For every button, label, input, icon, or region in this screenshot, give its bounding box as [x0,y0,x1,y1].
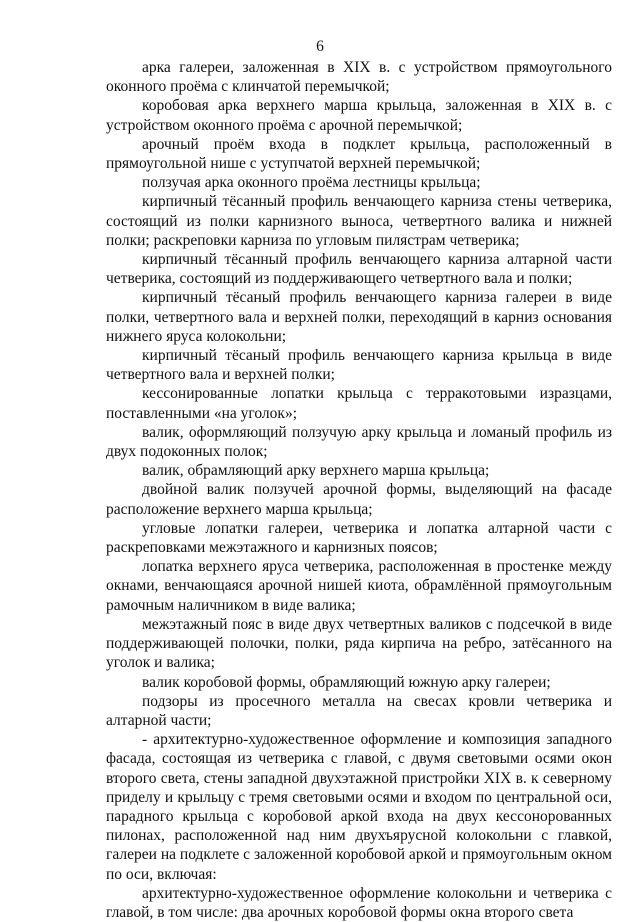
paragraph: архитектурно-художественное оформление колокольни и четверика с главой, в том числе: два арочных коробовой формы окна второго света [106,884,612,921]
paragraph: кирпичный тёсанный профиль венчающего карниза стены четверика, состоящий из полки карнизного выноса, четвертного валика и нижней полки; раскреповки карниза по угловым пилястрам четверика; [106,193,612,249]
paragraph: подзоры из просечного металла на свесах кровли четверика и алтарной части; [106,692,612,729]
paragraph: - архитектурно-художественное оформление и композиция западного фасада, состоящая из четверика с главой, с двумя световыми осями окон второго света, стены западной двухэтажной пристройки XIX в. к северному приделу и крыльцу с тремя световыми осями и входом по центральной оси, парадного крыльца с коробовой аркой входа на двух кессонорованных пилонах, расположенной над ним двухъярусной колокольни с главкой, галереи на подклете с заложенной коробовой аркой и прямоугольным окном по оси, включая: [106,731,612,883]
paragraph: кирпичный тёсанный профиль венчающего карниза алтарной части четверика, состоящий из поддерживающего четвертного вала и полки; [106,251,612,288]
paragraph: угловые лопатки галереи, четверика и лопатка алтарной части с раскреповками межэтажного и карнизных поясов; [106,519,612,557]
paragraph: кессонированные лопатки крыльца с терракотовыми изразцами, поставленными «на уголок»; [106,385,612,422]
paragraph: арка галереи, заложенная в XIX в. с устройством прямоугольного оконного проёма с клинчатой перемычкой; [106,59,612,96]
paragraph: межэтажный пояс в виде двух четвертных валиков с подсечкой в виде поддерживающей полочки, полки, ряда кирпича на ребро, затёсанного на уголок и валика; [106,615,612,672]
paragraph: кирпичный тёсаный профиль венчающего карниза крыльца в виде четвертного вала и верхней полки; [106,347,612,384]
paragraph: двойной валик ползучей арочной формы, выделяющий на фасаде расположение верхнего марша крыльца; [106,481,612,518]
paragraph: кирпичный тёсаный профиль венчающего карниза галереи в виде полки, четвертного вала и верхней полки, переходящий в карниз основания нижнего яруса колокольни; [106,289,612,345]
paragraph: лопатка верхнего яруса четверика, расположенная в простенке между окнами, венчающаяся арочной нишей киота, обрамлённой прямоугольным рамочным наличником в виде валика; [106,558,612,614]
paragraph: коробовая арка верхнего марша крыльца, заложенная в XIX в. с устройством оконного проёма с арочной перемычкой; [106,97,612,134]
document-body [106,58,612,922]
paragraph: валик, обрамляющий арку верхнего марша крыльца; [142,462,490,480]
paragraph: валик коробовой формы, обрамляющий южную арку галереи; [142,673,551,691]
paragraph: валик, оформляющий ползучую арку крыльца и ломаный профиль из двух подоконных полок; [106,423,612,461]
page-number: 6 [316,38,324,55]
paragraph: арочный проём входа в подклет крыльца, расположенный в прямоугольной нише с уступчатой верхней перемычкой; [106,135,612,173]
paragraph: ползучая арка оконного проёма лестницы крыльца; [142,174,481,192]
